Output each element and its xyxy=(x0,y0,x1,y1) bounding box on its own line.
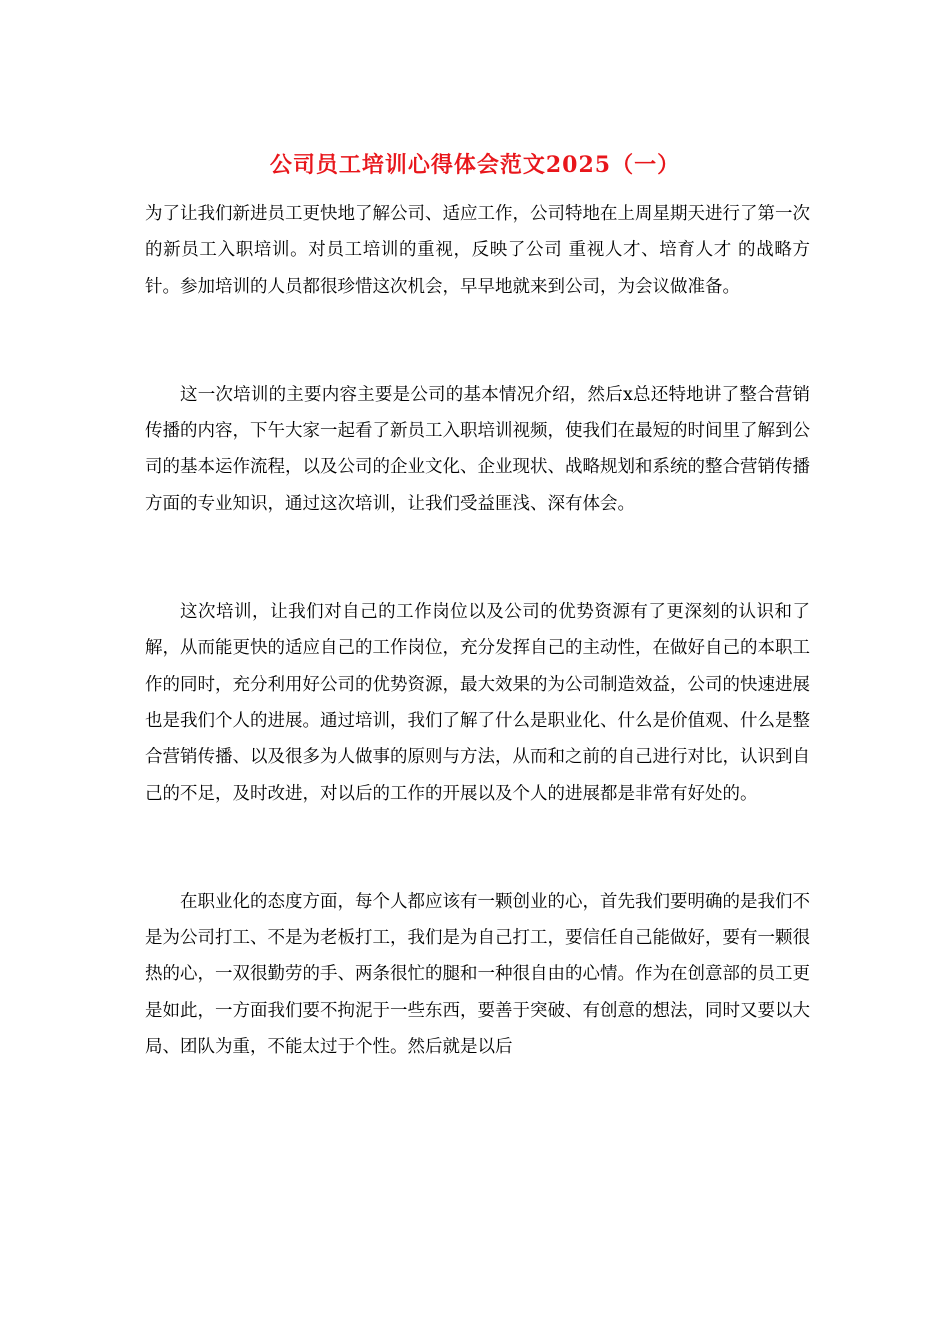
document-title: 公司员工培训心得体会范文2025（一） xyxy=(269,152,681,178)
document-body xyxy=(145,196,810,1065)
paragraph-2: 这一次培训的主要内容主要是公司的基本情况介绍，然后x总还特地讲了整合营销传播的内容，下午大家一起看了新员工入职培训视频，使我们在最短的时间里了解到公司的基本运作流程，以及公司的企业文化、企业现状、战略规划和系统的整合营销传播方面的专业知识，通过这次培训，让我们受益匪浅、深有体会。 xyxy=(145,384,810,514)
paragraph-3: 这次培训，让我们对自己的工作岗位以及公司的优势资源有了更深刻的认识和了解，从而能更快的适应自己的工作岗位，充分发挥自己的主动性，在做好自己的本职工作的同时，充分利用好公司的优势资源，最大效果的为公司制造效益，公司的快速进展也是我们个人的进展。通过培训，我们了解了什么是职业化、什么是价值观、什么是整合营销传播、以及很多为人做事的原则与方法，从而和之前的自己进行对比，认识到自己的不足，及时改进，对以后的工作的开展以及个人的进展都是非常有好处的。 xyxy=(145,602,810,804)
paragraph-4: 在职业化的态度方面，每个人都应该有一颗创业的心，首先我们要明确的是我们不是为公司打工、不是为老板打工，我们是为自己打工，要信任自己能做好，要有一颗很热的心，一双很勤劳的手、两条很忙的腿和一种很自由的心情。作为在创意部的员工更是如此，一方面我们要不拘泥于一些东西，要善于突破、有创意的想法，同时又要以大局、团队为重，不能太过于个性。然后就是以后 xyxy=(145,891,810,1058)
paragraph-1: 为了让我们新进员工更快地了解公司、适应工作，公司特地在上周星期天进行了第一次的新员工入职培训。对员工培训的重视，反映了公司 重视人才、培育人才 的战略方针。参加培训的人员都很珍惜这次机会，早早地就来到公司，为会议做准备。 xyxy=(145,204,810,297)
